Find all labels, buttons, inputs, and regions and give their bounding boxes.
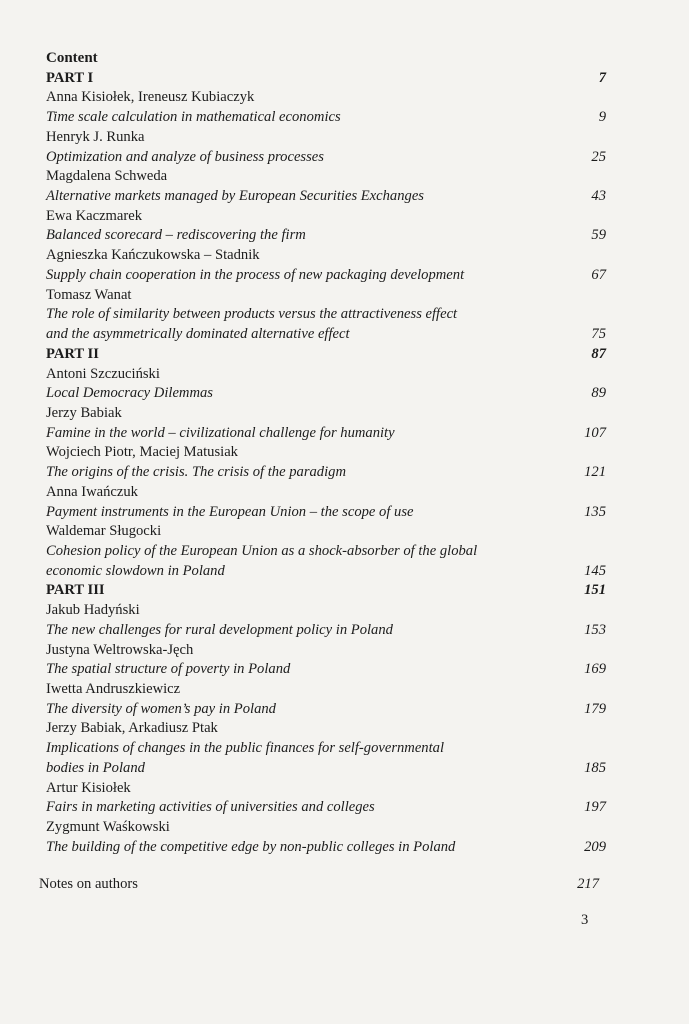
- page-ref: 25: [591, 148, 606, 165]
- toc-author-row: [46, 601, 606, 621]
- page-ref: 43: [591, 188, 606, 205]
- toc-author-row: [46, 680, 606, 700]
- toc-author-row: [46, 719, 606, 739]
- toc-title-row: [46, 187, 606, 207]
- page-ref: 107: [584, 424, 606, 441]
- toc-title-row: [46, 325, 606, 345]
- article-title: Alternative markets managed by European Securities Exchanges: [46, 188, 424, 205]
- author-name: Jerzy Babiak, Arkadiusz Ptak: [46, 720, 218, 737]
- author-name: Magdalena Schweda: [46, 168, 168, 185]
- toc-author-row: [46, 167, 606, 187]
- author-name: Artur Kisiołek: [46, 779, 131, 796]
- author-name: Justyna Weltrowska-Jęch: [46, 641, 194, 658]
- article-title: Famine in the world – civilizational challenge for humanity: [46, 424, 395, 441]
- toc-author-row: [46, 779, 606, 799]
- toc-author-row: [46, 88, 606, 108]
- toc-author-row: [46, 128, 606, 148]
- toc-title-row: [46, 798, 606, 818]
- article-title: Cohesion policy of the European Union as a shock-absorber of the global: [46, 542, 478, 559]
- article-title: Payment instruments in the European Union – the scope of use: [46, 503, 414, 520]
- article-title: Implications of changes in the public finances for self-governmental: [46, 740, 445, 757]
- article-title: The new challenges for rural development policy in Poland: [46, 621, 393, 638]
- toc-title-row: [46, 700, 606, 720]
- table-of-contents: [46, 49, 606, 857]
- toc-title-row: [46, 838, 606, 858]
- toc-entries: [46, 69, 606, 858]
- article-title: bodies in Poland: [46, 759, 145, 776]
- toc-title-row: [46, 542, 606, 562]
- page-ref: 169: [584, 661, 606, 678]
- toc-author-row: [46, 641, 606, 661]
- page-ref: 145: [584, 562, 606, 579]
- article-title: Local Democracy Dilemmas: [46, 385, 213, 402]
- page-ref: 135: [584, 503, 606, 520]
- toc-title-row: [46, 660, 606, 680]
- page-ref: 87: [591, 345, 606, 362]
- toc-author-row: [46, 483, 606, 503]
- toc-title-row: [46, 463, 606, 483]
- part-label: PART I: [46, 69, 94, 86]
- toc-part-row: [46, 581, 606, 601]
- article-title: Time scale calculation in mathematical economics: [46, 109, 341, 126]
- notes-on-authors-entry: [39, 876, 599, 893]
- page-ref: 7: [598, 69, 606, 86]
- article-title: The spatial structure of poverty in Poland: [46, 661, 291, 678]
- page-ref: 9: [598, 109, 606, 126]
- toc-author-row: [46, 818, 606, 838]
- page-ref: 89: [591, 385, 606, 402]
- notes-page: 217: [577, 876, 599, 892]
- author-name: Anna Iwańczuk: [46, 483, 138, 500]
- toc-part-row: [46, 69, 606, 89]
- toc-author-row: [46, 404, 606, 424]
- toc-title-row: [46, 305, 606, 325]
- toc-title-row: [46, 759, 606, 779]
- page-ref: 121: [584, 464, 606, 481]
- author-name: Wojciech Piotr, Maciej Matusiak: [46, 444, 238, 461]
- author-name: Jakub Hadyński: [46, 602, 140, 619]
- notes-label: Notes on authors: [39, 876, 138, 892]
- toc-title-row: [46, 384, 606, 404]
- page-number: 3: [581, 912, 589, 928]
- article-title: economic slowdown in Poland: [46, 562, 225, 579]
- author-name: Anna Kisiołek, Ireneusz Kubiaczyk: [46, 89, 255, 106]
- toc-title-row: [46, 108, 606, 128]
- author-name: Tomasz Wanat: [46, 286, 132, 303]
- toc-title-row: [46, 621, 606, 641]
- article-title: The diversity of women’s pay in Poland: [46, 700, 276, 717]
- article-title: and the asymmetrically dominated alternative effect: [46, 326, 350, 343]
- author-name: Henryk J. Runka: [46, 128, 145, 145]
- article-title: Optimization and analyze of business processes: [46, 148, 324, 165]
- part-label: PART III: [46, 582, 105, 599]
- page-ref: 75: [591, 326, 606, 343]
- author-name: Zygmunt Waśkowski: [46, 819, 170, 836]
- toc-title-row: [46, 424, 606, 444]
- page-ref: 67: [591, 266, 606, 283]
- article-title: The role of similarity between products versus the attractiveness effect: [46, 306, 458, 323]
- page-ref: 209: [584, 838, 606, 855]
- article-title: The building of the competitive edge by non-public colleges in Poland: [46, 838, 456, 855]
- toc-title-row: [46, 739, 606, 759]
- toc-author-row: [46, 286, 606, 306]
- article-title: Supply chain cooperation in the process of new packaging development: [46, 266, 465, 283]
- toc-author-row: [46, 246, 606, 266]
- article-title: Fairs in marketing activities of universities and colleges: [46, 799, 375, 816]
- author-name: Jerzy Babiak: [46, 404, 122, 421]
- toc-author-row: [46, 365, 606, 385]
- page-ref: 185: [584, 759, 606, 776]
- page-ref: 197: [584, 799, 606, 816]
- article-title: Balanced scorecard – rediscovering the firm: [46, 227, 306, 244]
- page-ref: 179: [584, 700, 606, 717]
- toc-part-row: [46, 345, 606, 365]
- author-name: Ewa Kaczmarek: [46, 207, 143, 224]
- toc-author-row: [46, 443, 606, 463]
- toc-heading: Content: [46, 50, 98, 66]
- page-ref: 151: [584, 582, 606, 599]
- article-title: The origins of the crisis. The crisis of the paradigm: [46, 464, 346, 481]
- toc-author-row: [46, 522, 606, 542]
- toc-title-row: [46, 562, 606, 582]
- author-name: Iwetta Andruszkiewicz: [46, 681, 181, 697]
- page-ref: 153: [584, 621, 606, 638]
- toc-title-row: [46, 148, 606, 168]
- toc-title-row: [46, 226, 606, 246]
- author-name: Waldemar Sługocki: [46, 523, 162, 540]
- toc-title-row: [46, 503, 606, 523]
- author-name: Antoni Szczuciński: [46, 365, 160, 382]
- page-ref: 59: [591, 227, 606, 244]
- part-label: PART II: [46, 345, 99, 362]
- toc-title-row: [46, 266, 606, 286]
- author-name: Agnieszka Kańczukowska – Stadnik: [46, 247, 260, 264]
- toc-author-row: [46, 207, 606, 227]
